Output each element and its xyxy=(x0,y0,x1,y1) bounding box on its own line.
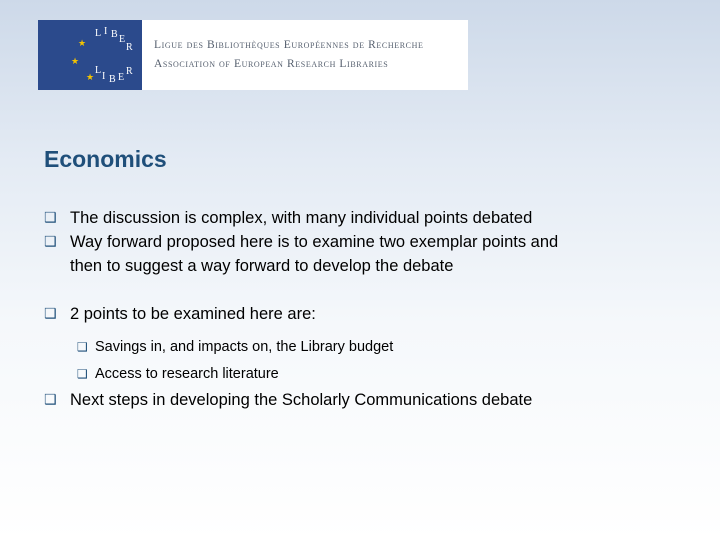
org-name-french: Ligue des Bibliothèques Européennes de Recherche xyxy=(154,39,424,51)
organization-names xyxy=(142,20,468,90)
bullet-text-line: Way forward proposed here is to examine two exemplar points and xyxy=(70,233,559,251)
svg-text:★: ★ xyxy=(78,38,87,48)
checkbox-bullet-icon: ❑ xyxy=(77,367,88,381)
bullet-text: Access to research literature xyxy=(95,366,279,382)
svg-text:★: ★ xyxy=(86,72,95,82)
logo-letter: E xyxy=(118,72,125,83)
checkbox-bullet-icon: ❑ xyxy=(44,210,57,226)
checkbox-bullet-icon: ❑ xyxy=(44,306,57,322)
logo-letter: I xyxy=(104,26,108,37)
bullet-text: Next steps in developing the Scholarly Communications debate xyxy=(70,391,533,409)
bullet-text: The discussion is complex, with many individual points debated xyxy=(70,209,533,227)
bullet-text: Savings in, and impacts on, the Library budget xyxy=(95,339,394,355)
logo-letter: R xyxy=(126,42,133,53)
svg-text:★: ★ xyxy=(71,56,80,66)
liber-emblem-icon xyxy=(38,20,142,90)
logo-letter: R xyxy=(126,66,133,77)
liber-logo-banner xyxy=(38,20,468,90)
org-name-english: Association of European Research Libraries xyxy=(154,58,389,70)
logo-letter: E xyxy=(119,34,126,45)
checkbox-bullet-icon: ❑ xyxy=(44,234,57,250)
logo-letter: B xyxy=(111,29,118,40)
logo-letter: I xyxy=(102,71,106,82)
list-item xyxy=(44,230,704,278)
logo-letter: L xyxy=(95,28,102,39)
bullet-list xyxy=(44,206,704,412)
list-item xyxy=(77,361,704,388)
list-item xyxy=(44,388,704,412)
logo-letter: L xyxy=(95,65,102,76)
slide-title: Economics xyxy=(44,146,167,172)
bullet-text xyxy=(70,230,558,278)
list-item xyxy=(77,334,704,361)
list-item xyxy=(44,302,704,326)
bullet-text: 2 points to be examined here are: xyxy=(70,305,316,323)
checkbox-bullet-icon: ❑ xyxy=(44,392,57,408)
checkbox-bullet-icon: ❑ xyxy=(77,340,88,354)
bullet-text-line: then to suggest a way forward to develop the debate xyxy=(70,257,454,275)
list-item xyxy=(44,206,704,230)
logo-letter: B xyxy=(109,74,116,85)
